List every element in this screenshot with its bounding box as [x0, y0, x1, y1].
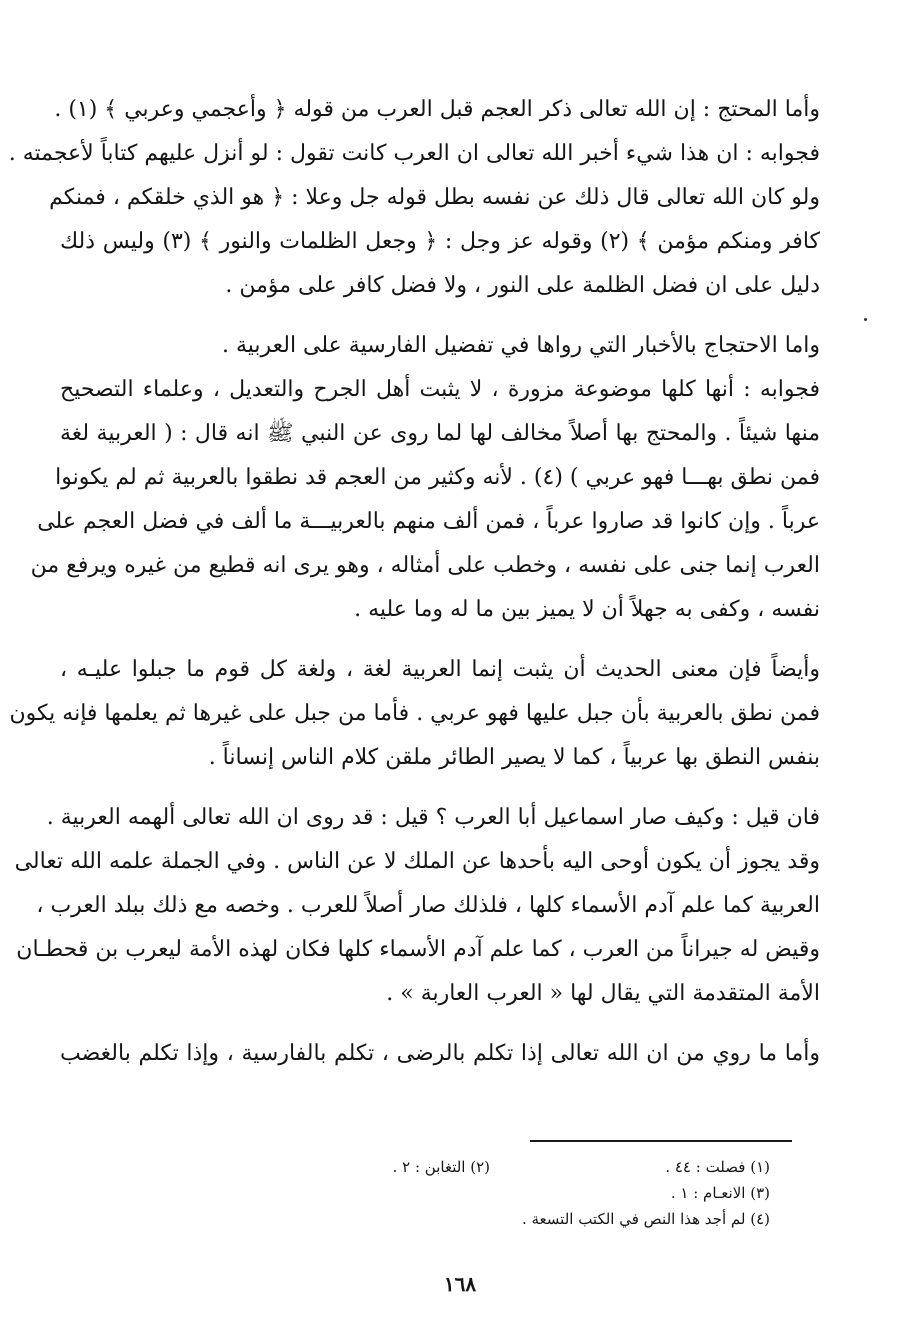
text-line: وقد يجوز أن يكون أوحى اليه بأحدها عن الملك لا عن الناس . وفي الجملة علمه الله تعالى — [14, 849, 820, 874]
text-line: كافر ومنكم مؤمن ﴾ (٢) وقوله عز وجل : ﴿ وجعل الظلمات والنور ﴾ (٣) وليس ذلك — [60, 229, 820, 254]
text-line: وقيض له جيراناً من العرب ، كما علم آدم الأسماء كلها فكان لهذه الأمة ليعرب بن قحطـان — [16, 937, 820, 962]
text-line: عرباً . وإن كانوا قد صاروا عرباً ، فمن ألف منهم بالعربيـــة ما ألف في فضل العجم على — [37, 509, 820, 534]
footnote-2: (٢) التغابن : ٢ . — [392, 1158, 490, 1176]
paragraph-gap — [60, 780, 820, 796]
text-line: فمن نطق بالعربية بأن جبل عليها فهو عربي . فأما من جبل على غيرها ثم يعلمها فإنه يكون — [9, 701, 820, 726]
footnote-row — [300, 1206, 770, 1232]
text-line: فمن نطق بهـــا فهو عربي ) (٤) . لأنه وكثير من العجم قد نطقوا بالعربية ثم لم يكونوا — [55, 465, 820, 490]
text-line: نفسه ، وكفى به جهلاً أن لا يميز بين ما له وما عليه . — [354, 597, 820, 622]
scan-speck — [864, 318, 867, 321]
paragraph-gap — [60, 308, 820, 324]
text-line: فجوابه : ان هذا شيء أخبر الله تعالى ان العرب كانت تقول : لو أنزل عليهم كتاباً لأعجمته . — [8, 141, 820, 166]
text-line: دليل على ان فضل الظلمة على النور ، ولا فضل كافر على مؤمن . — [225, 273, 820, 298]
text-line: فان قيل : وكيف صار اسماعيل أبا العرب ؟ قيل : قد روى ان الله تعالى ألهمه العربية . — [46, 805, 820, 830]
footnote-separator — [530, 1140, 792, 1142]
footnote-3: (٣) الانعـام : ١ . — [670, 1184, 770, 1202]
text-line: وأما ما روي من ان الله تعالى إذا تكلم بالرضى ، تكلم بالفارسية ، وإذا تكلم بالغضب — [60, 1041, 820, 1066]
footnote-4: (٤) لم أجد هذا النص في الكتب التسعة . — [521, 1210, 770, 1228]
text-line: ولو كان الله تعالى قال ذلك عن نفسه بطل قوله جل وعلا : ﴿ هو الذي خلقكم ، فمنكم — [49, 185, 820, 210]
footnote-1: (١) فصلت : ٤٤ . — [665, 1158, 770, 1176]
text-line: العربية كما علم آدم الأسماء كلها ، فلذلك صار أصلاً للعرب . وخصه مع ذلك ببلد العرب ، — [36, 893, 820, 918]
text-line: فجوابه : أنها كلها موضوعة مزورة ، لا يثبت أهل الجرح والتعديل ، وعلماء التصحيح — [60, 377, 820, 402]
page-number: ١٦٨ — [443, 1272, 477, 1296]
footnote-row — [300, 1180, 770, 1206]
text-line: وأيضاً فإن معنى الحديث أن يثبت إنما العربية لغة ، ولغة كل قوم ما جبلوا عليـه ، — [60, 657, 820, 682]
text-line: الأمة المتقدمة التي يقال لها « العرب العاربة » . — [386, 981, 820, 1006]
text-line: وأما المحتج : إن الله تعالى ذكر العجم قبل العرب من قوله ﴿ وأعجمي وعربي ﴾ (١) . — [54, 97, 820, 122]
paragraph-gap — [60, 1016, 820, 1032]
paragraph-gap — [60, 632, 820, 648]
text-line: واما الاحتجاج بالأخبار التي رواها في تفضيل الفارسية على العربية . — [221, 333, 820, 358]
text-line: بنفس النطق بها عربياً ، كما لا يصير الطائر ملقن كلام الناس إنساناً . — [208, 745, 820, 770]
footnote-row — [300, 1154, 770, 1180]
footnotes — [300, 1154, 770, 1232]
text-line: منها شيئاً . والمحتج بها أصلاً مخالف لها لما روى عن النبي ﷺ انه قال : ( العربية لغة — [60, 421, 820, 446]
main-text — [8, 88, 820, 1076]
text-line: العرب إنما جنى على نفسه ، وخطب على أمثاله ، وهو يرى انه قطيع من غيره ويرفع من — [30, 553, 820, 578]
